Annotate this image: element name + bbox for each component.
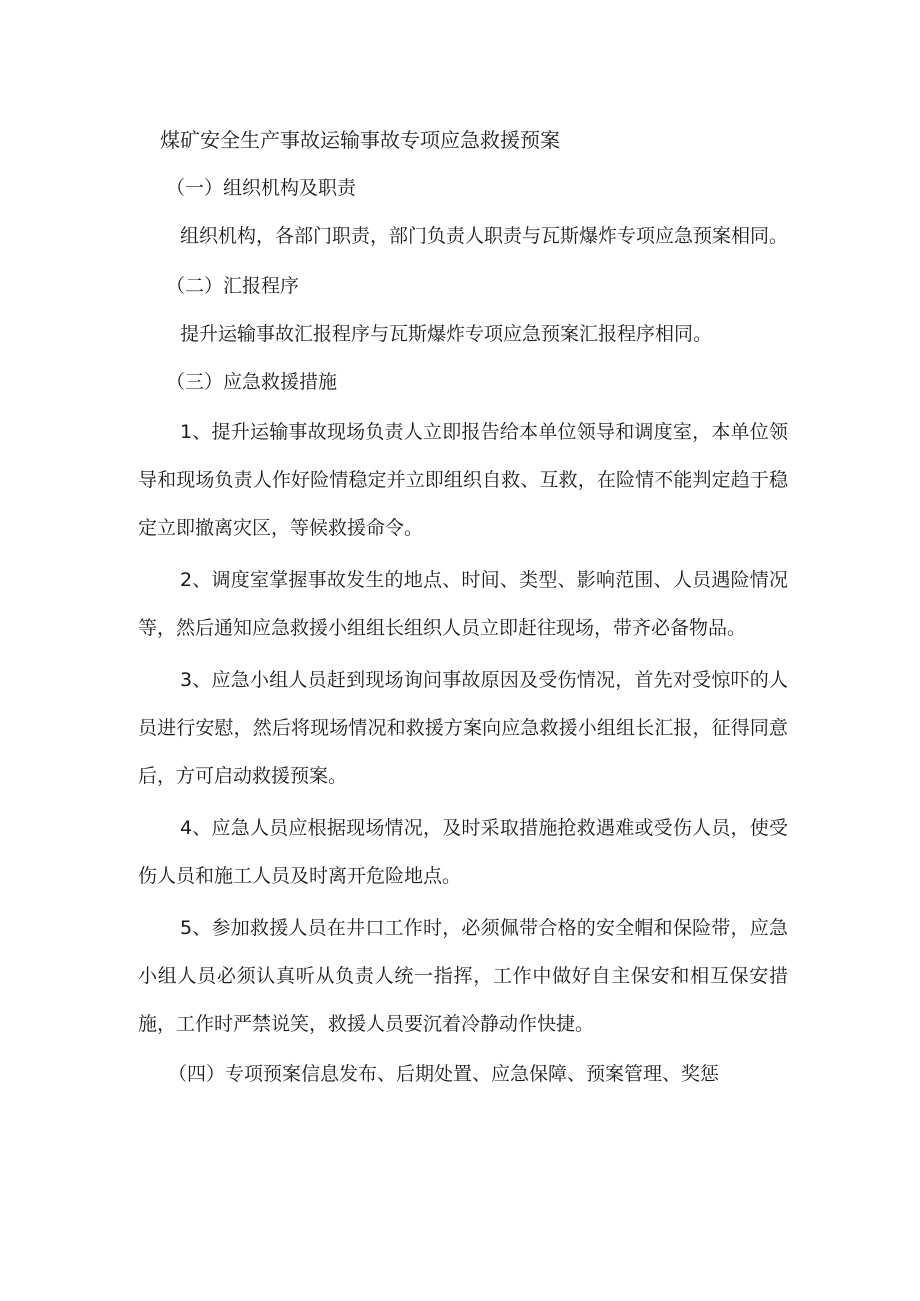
section-3-paragraph-2: 2、调度室掌握事故发生的地点、时间、类型、影响范围、人员遇险情况等，然后通知应急救援小组组长组织人员立即赶往现场，带齐必备物品。 — [138, 569, 788, 639]
document-body — [138, 118, 788, 1098]
section-heading-4: （四）专项预案信息发布、后期处置、应急保障、预案管理、奖惩 — [168, 1063, 720, 1085]
section-1-paragraph-1: 组织机构，各部门职责，部门负责人职责与瓦斯爆炸专项应急预案相同。 — [180, 225, 789, 247]
section-heading-1: （一）组织机构及职责 — [166, 177, 357, 199]
document-title: 煤矿安全生产事故运输事故专项应急救援预案 — [160, 128, 560, 152]
section-2-paragraph-1: 提升运输事故汇报程序与瓦斯爆炸专项应急预案汇报程序相同。 — [180, 323, 713, 345]
section-heading-2: （二）汇报程序 — [166, 275, 300, 297]
section-heading-3: （三）应急救援措施 — [166, 371, 338, 393]
section-3-paragraph-5: 5、参加救援人员在井口工作时，必须佩带合格的安全帽和保险带，应急小组人员必须认真听从负责人统一指挥，工作中做好自主保安和相互保安措施，工作时严禁说笑，救援人员要沉着冷静动作快捷。 — [138, 917, 788, 1035]
section-3-paragraph-4: 4、应急人员应根据现场情况，及时采取措施抢救遇难或受伤人员，使受伤人员和施工人员及时离开危险地点。 — [138, 817, 788, 887]
section-3-paragraph-3: 3、应急小组人员赶到现场询问事故原因及受伤情况，首先对受惊吓的人员进行安慰，然后将现场情况和救援方案向应急救援小组组长汇报，征得同意后，方可启动救援预案。 — [138, 669, 788, 787]
section-3-paragraph-1: 1、提升运输事故现场负责人立即报告给本单位领导和调度室，本单位领导和现场负责人作好险情稳定并立即组织自救、互救，在险情不能判定趋于稳定立即撤离灾区，等候救援命令。 — [138, 421, 788, 539]
